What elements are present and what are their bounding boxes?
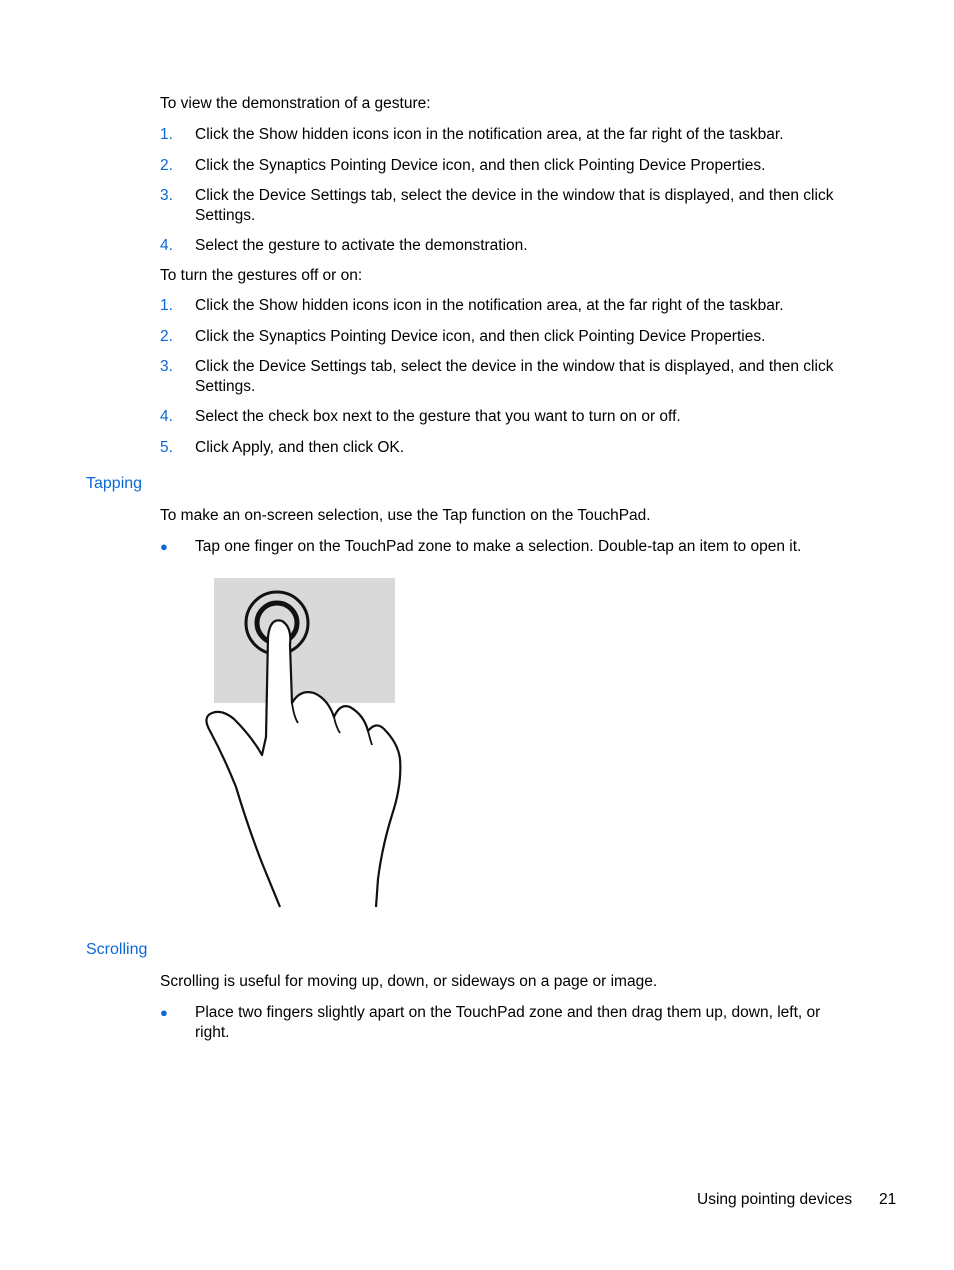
intro-text-demonstration: To view the demonstration of a gesture: bbox=[160, 95, 431, 112]
list-item: 1. Click the Show hidden icons icon in the notification area, at the far right of the taskbar. bbox=[160, 126, 784, 143]
scrolling-paragraph: Scrolling is useful for moving up, down, or sideways on a page or image. bbox=[160, 973, 658, 990]
tapping-paragraph: To make an on-screen selection, use the Tap function on the TouchPad. bbox=[160, 507, 651, 524]
bullet-icon: ● bbox=[160, 1005, 168, 1020]
list-number: 5. bbox=[160, 439, 173, 456]
list-number: 2. bbox=[160, 328, 173, 345]
list-item: ● Place two fingers slightly apart on the TouchPad zone and then drag them up, down, left, or right. bbox=[160, 1004, 821, 1041]
page-footer bbox=[697, 1191, 897, 1209]
list-item: 4. Select the check box next to the gesture that you want to turn on or off. bbox=[160, 408, 681, 425]
list-item: 2. Click the Synaptics Pointing Device icon, and then click Pointing Device Properties. bbox=[160, 157, 766, 174]
section-heading-scrolling: Scrolling bbox=[86, 941, 148, 958]
section-heading-tapping: Tapping bbox=[86, 475, 143, 492]
list-number: 4. bbox=[160, 237, 173, 254]
page-number: 21 bbox=[879, 1191, 897, 1208]
list-number: 3. bbox=[160, 187, 173, 204]
list-number: 1. bbox=[160, 126, 173, 143]
list-number: 1. bbox=[160, 297, 173, 314]
footer-section-title: Using pointing devices bbox=[697, 1191, 853, 1208]
tap-gesture-illustration bbox=[200, 575, 410, 915]
list-number: 4. bbox=[160, 408, 173, 425]
list-item: 3. Click the Device Settings tab, select the device in the window that is displayed, and then click Settings. bbox=[160, 358, 834, 395]
touchpad-zone bbox=[214, 578, 395, 703]
intro-text-toggle: To turn the gestures off or on: bbox=[160, 267, 363, 284]
list-item: 5. Click Apply, and then click OK. bbox=[160, 439, 405, 456]
list-number: 2. bbox=[160, 157, 173, 174]
list-item: 2. Click the Synaptics Pointing Device icon, and then click Pointing Device Properties. bbox=[160, 328, 766, 345]
bullet-icon: ● bbox=[160, 539, 168, 554]
list-item: ● Tap one finger on the TouchPad zone to make a selection. Double-tap an item to open it. bbox=[160, 538, 802, 555]
list-number: 3. bbox=[160, 358, 173, 375]
list-item: 1. Click the Show hidden icons icon in the notification area, at the far right of the taskbar. bbox=[160, 297, 784, 314]
list-item: 4. Select the gesture to activate the demonstration. bbox=[160, 237, 528, 254]
list-item: 3. Click the Device Settings tab, select the device in the window that is displayed, and then click Settings. bbox=[160, 187, 834, 224]
